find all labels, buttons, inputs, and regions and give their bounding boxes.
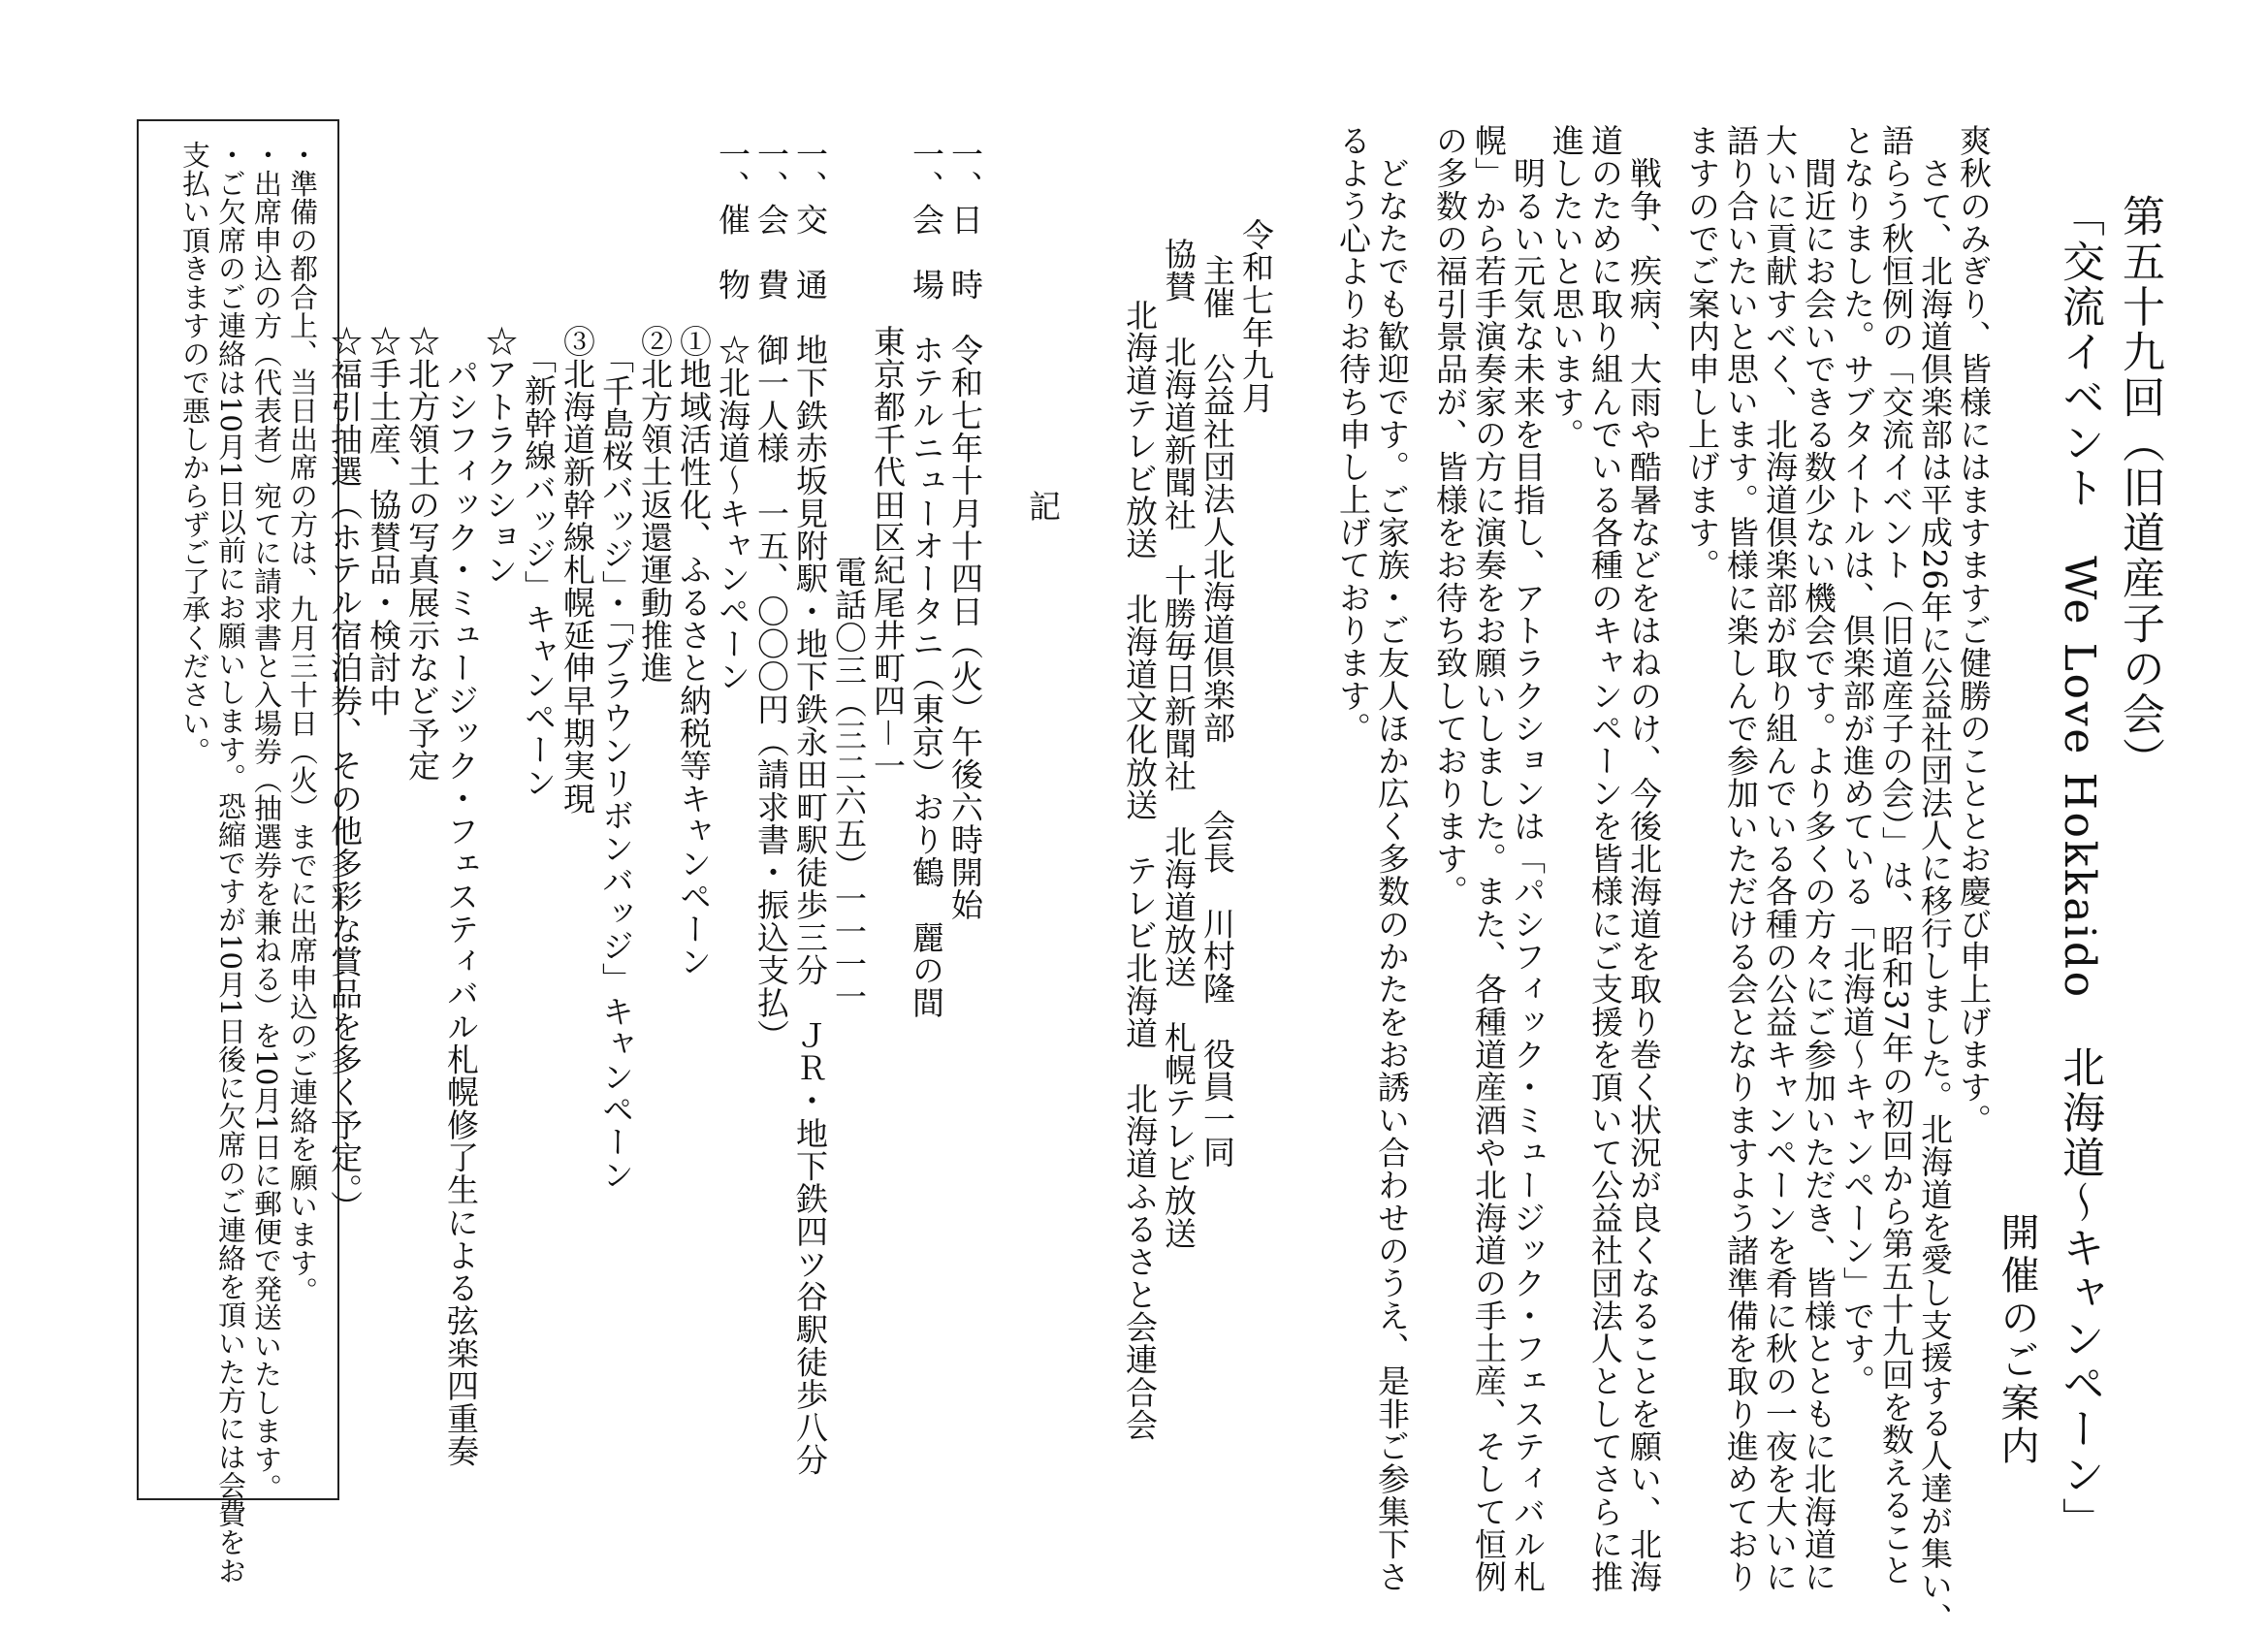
detail-events-label: 一、催 物: [714, 138, 751, 302]
organizer-name: 公益社団法人北海道倶楽部 会長 川村隆 役員一同: [1198, 352, 1236, 1169]
detail-fee: [752, 138, 790, 1052]
intro-line-4: となりました。サブタイトルは、倶楽部が進めている「北海道～キャンペーン」です。: [1838, 124, 1876, 1397]
intro-line-1: 爽秋のみぎり、皆様にはますますご健勝のこととお慶び申上げます。: [1955, 124, 1993, 1137]
organizer-label: 主催: [1198, 254, 1236, 320]
event-item-9: ☆北方領土の写真展示など予定: [403, 325, 441, 783]
detail-fee-value: 御一人様 一五、〇〇〇円（請求書・振込支払）: [752, 333, 790, 1052]
intro-line-5: 間近にお会いできる数少ない機会です。より多くの方々にご参加いただき、皆様とともに北海道に: [1800, 124, 1837, 1593]
sponsor-label: 協賛: [1160, 238, 1198, 304]
event-item-1: ☆北海道～キャンペーン: [714, 333, 751, 693]
event-item-5: ③北海道新幹線札幌延伸早期実現: [559, 325, 596, 815]
detail-datetime: [946, 138, 984, 921]
detail-fee-label: 一、会 費: [752, 138, 790, 302]
event-item-2: ①地域活性化、ふるさと納税等キャンペーン: [675, 325, 713, 978]
organizer-line: [1198, 254, 1236, 1169]
intro-line-16: るよう心よりお待ち申し上げております。: [1334, 124, 1372, 745]
event-title-line1: 第五十九回（旧道産子の会）: [2115, 194, 2164, 783]
issue-date: 令和七年九月: [1237, 218, 1275, 414]
event-item-11: ☆福引抽選（ホテル宿泊券、その他多彩な賞品を多く予定。）: [326, 325, 364, 1223]
event-item-8: パシフィック・ミュージック・フェスティバル札幌修了生による弦楽四重奏: [442, 325, 480, 1468]
intro-line-8: ますのでご案内申し上げます。: [1683, 124, 1721, 582]
detail-datetime-value: 令和七年十月十四日（火）午後六時開始: [946, 333, 984, 921]
note-2: ・出席申込の方（代表者）宛てに請求書と入場券（抽選券を兼ねる）を10月1日に郵便で発送いたします。: [250, 141, 283, 1502]
sponsor-line-1: [1160, 238, 1198, 1250]
intro-line-6: 大いに貢献すべく、北海道倶楽部が取り組んでいる各種の公益キャンペーンを肴に秋の一夜を大いに: [1761, 124, 1799, 1593]
event-item-4: 「千島桜バッジ」・「ブラウンリボンバッジ」キャンペーン: [597, 325, 635, 1191]
intro-line-14: の多数の福引景品が、皆様をお待ち致しております。: [1431, 124, 1469, 908]
detail-events: [714, 138, 751, 693]
intro-line-2: さて、北海道倶楽部は平成26年に公益社団法人に移行しました。北海道を愛し支援する人達が集い、: [1916, 124, 1954, 1635]
event-title-line2: 「交流イベント We Love Hokkaido 北海道～キャンペーン」: [2055, 194, 2104, 1543]
intro-line-12: 明るい元気な未来を目指し、アトラクションは「パシフィック・ミュージック・フェスティバル札: [1509, 124, 1547, 1593]
detail-access-label: 一、交 通: [791, 138, 829, 302]
detail-venue-phone: 電話〇三（三二六五）一一一一: [830, 556, 868, 1013]
detail-venue-address: 東京都千代田区紀尾井町四－一: [869, 325, 907, 783]
detail-venue-label: 一、会 場: [908, 138, 945, 302]
ki-marker: 記: [1024, 490, 1062, 523]
intro-line-10: 道のために取り組んでいる各種のキャンペーンを皆様にご支援を頂いて公益社団法人としてさらに推: [1586, 124, 1624, 1593]
event-item-3: ②北方領土返還運動推進: [636, 325, 674, 685]
event-item-10: ☆手土産、協賛品・検討中: [365, 325, 402, 717]
detail-datetime-label: 一、日 時: [946, 138, 984, 302]
intro-line-7: 語り合いたいと思います。皆様に楽しんで参加いただける会となりますよう諸準備を取り進めており: [1722, 124, 1760, 1593]
note-1: ・準備の都合上、当日出席の方は、九月三十日（火）までに出席申込のご連絡を願います。: [286, 141, 319, 1305]
detail-access-value: 地下鉄赤坂見附駅・地下鉄永田町駅徒歩三分 ＪＲ・地下鉄四ツ谷駅徒歩八分: [791, 333, 829, 1477]
detail-venue: [908, 138, 945, 1019]
intro-line-11: 進したいと思います。: [1548, 124, 1585, 451]
sponsor-names-1: 北海道新聞社 十勝毎日新聞社 北海道放送 札幌テレビ放送: [1160, 336, 1198, 1250]
event-subtitle: 開催のご案内: [1995, 1212, 2039, 1468]
detail-venue-value: ホテルニューオータニ（東京）おり鶴 麗の間: [908, 333, 945, 1019]
note-4: 支払い頂きますので悪しからずご了承ください。: [178, 141, 211, 766]
sponsor-line-2: 北海道テレビ放送 北海道文化放送 テレビ北海道 北海道ふるさと会連合会: [1121, 299, 1159, 1442]
detail-access: [791, 138, 829, 1477]
event-item-7: ☆アトラクション: [481, 325, 519, 587]
intro-line-3: 語らう秋恒例の「交流イベント（旧道産子の会）」は、昭和37年の初回から第五十九回を数えること: [1877, 124, 1915, 1587]
intro-line-9: 戦争、疾病、大雨や酷暑などをはねのけ、今後北海道を取り巻く状況が良くなることを願い、北海: [1625, 124, 1663, 1593]
intro-line-13: 幌」から若手演奏家の方に演奏をお願いしました。また、各種道産酒や北海道の手土産、そして恒例: [1470, 124, 1508, 1593]
intro-line-15: どなたでも歓迎です。ご家族・ご友人ほか広く多数のかたをお誘い合わせのうえ、是非ご参集下さ: [1373, 124, 1411, 1593]
event-item-6: 「新幹線バッジ」キャンペーン: [520, 325, 558, 799]
note-3: ・ご欠席のご連絡は10月1日以前にお願いします。恐縮ですが10月1日後に欠席のご連絡を頂いた方には会費をお: [214, 141, 247, 1586]
